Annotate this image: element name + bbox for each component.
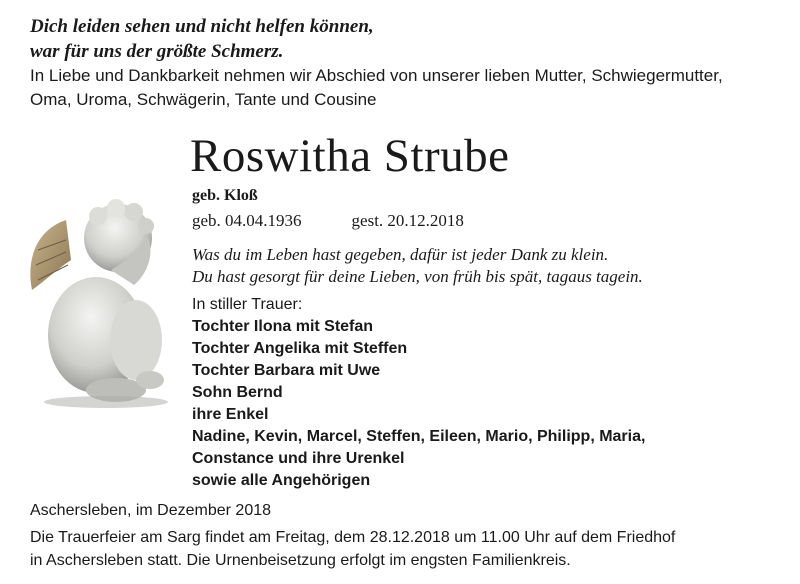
ceremony-line-1: Die Trauerfeier am Sarg findet am Freitag, dem 28.12.2018 um 11.00 Uhr auf dem Friedhof xyxy=(30,529,676,546)
intro-text xyxy=(30,64,723,112)
ceremony-info xyxy=(30,526,675,572)
angel-statue-icon xyxy=(26,190,186,410)
place-date: Aschersleben, im Dezember 2018 xyxy=(30,502,272,519)
mourner-line: sowie alle Angehörigen xyxy=(192,472,371,489)
death-date: gest. 20.12.2018 xyxy=(351,211,464,230)
ceremony-line-2: in Aschersleben statt. Die Urnenbeisetzung erfolgt im engsten Familienkreis. xyxy=(30,552,571,569)
motto xyxy=(30,14,374,64)
mourner-line: Tochter Barbara mit Uwe xyxy=(192,362,381,379)
verse-line-1: Was du im Leben hast gegeben, dafür ist jeder Dank zu klein. xyxy=(192,245,609,264)
mourner-line: Tochter Angelika mit Steffen xyxy=(192,340,408,357)
mourner-line: Constance und ihre Urenkel xyxy=(192,450,405,467)
verse xyxy=(192,244,643,288)
intro-line-2: Oma, Uroma, Schwägerin, Tante und Cousine xyxy=(30,90,377,109)
motto-line-1: Dich leiden sehen und nicht helfen können, xyxy=(30,16,374,37)
mourner-line: Sohn Bernd xyxy=(192,384,283,401)
mourner-line: ihre Enkel xyxy=(192,406,269,423)
mourner-line: Nadine, Kevin, Marcel, Steffen, Eileen, Mario, Philipp, Maria, xyxy=(192,428,646,445)
verse-line-2: Du hast gesorgt für deine Lieben, von früh bis spät, tagaus tagein. xyxy=(192,267,643,286)
mourning-label: In stiller Trauer: xyxy=(192,296,303,313)
mourners-list xyxy=(192,316,645,492)
maiden-name: geb. Kloß xyxy=(192,187,258,204)
mourner-line: Tochter Ilona mit Stefan xyxy=(192,318,374,335)
motto-line-2: war für uns der größte Schmerz. xyxy=(30,41,284,62)
birth-date: geb. 04.04.1936 xyxy=(192,211,302,230)
life-dates xyxy=(192,210,464,232)
deceased-name: Roswitha Strube xyxy=(190,130,510,182)
intro-line-1: In Liebe und Dankbarkeit nehmen wir Abschied von unserer lieben Mutter, Schwiegermutter, xyxy=(30,66,723,85)
